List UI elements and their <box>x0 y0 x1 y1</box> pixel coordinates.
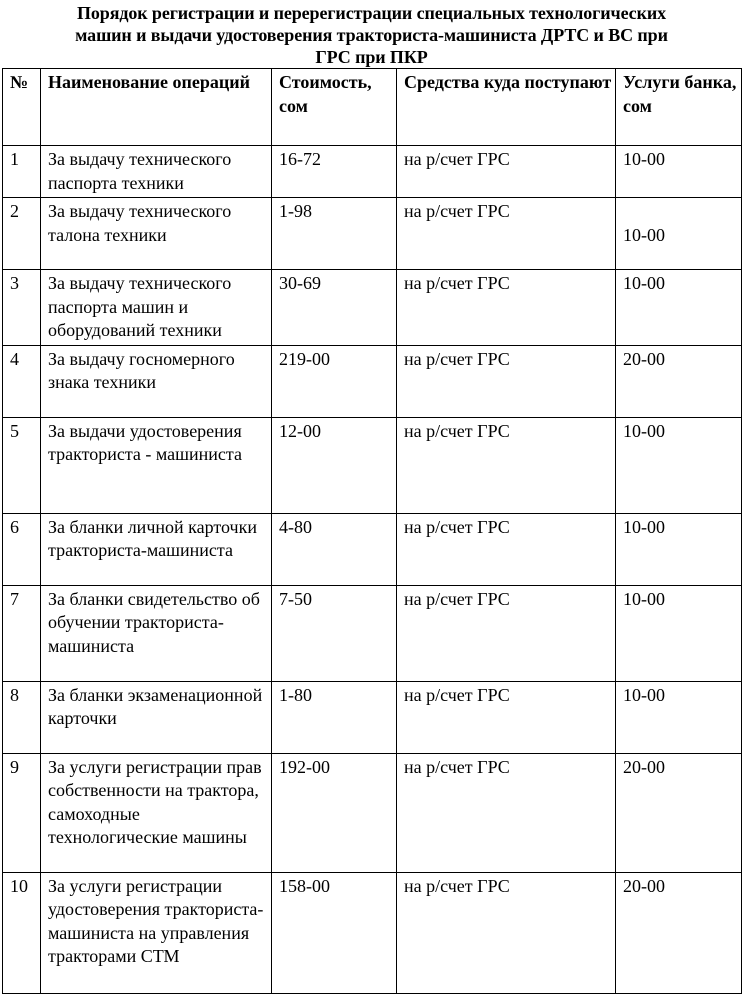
header-bank-fee: Услуги банка, сом <box>616 69 742 146</box>
bank-fee-value: 10-00 <box>616 681 742 753</box>
cost-value: 192-00 <box>272 753 397 872</box>
operation-name: За выдачу технического паспорта техники <box>41 146 272 198</box>
destination-value: на р/счет ГРС <box>397 513 616 585</box>
table-row <box>3 198 742 270</box>
table-header-row <box>3 69 742 146</box>
document-title <box>0 2 743 68</box>
table-row <box>3 345 742 417</box>
table-body <box>3 146 742 994</box>
title-line-3: ГРС при ПКР <box>315 47 428 67</box>
row-number: 10 <box>3 872 41 993</box>
operation-name: За выдачу технического паспорта машин и оборудований техники <box>41 270 272 346</box>
fees-table <box>2 68 742 994</box>
bank-fee-value: 10-00 <box>616 513 742 585</box>
destination-value: на р/счет ГРС <box>397 198 616 270</box>
bank-fee-value: 20-00 <box>616 872 742 993</box>
table-row <box>3 585 742 681</box>
row-number: 1 <box>3 146 41 198</box>
cost-value: 4-80 <box>272 513 397 585</box>
table-row <box>3 753 742 872</box>
table-row <box>3 872 742 993</box>
bank-fee-value: 10-00 <box>616 417 742 513</box>
destination-value: на р/счет ГРС <box>397 872 616 993</box>
destination-value: на р/счет ГРС <box>397 270 616 346</box>
destination-value: на р/счет ГРС <box>397 345 616 417</box>
table-row <box>3 417 742 513</box>
cost-value: 219-00 <box>272 345 397 417</box>
row-number: 9 <box>3 753 41 872</box>
table-row <box>3 270 742 346</box>
row-number: 8 <box>3 681 41 753</box>
bank-fee-value: 10-00 <box>616 198 742 270</box>
operation-name: За услуги регистрации прав собственности на трактора, самоходные технологические машины <box>41 753 272 872</box>
operation-name: За выдачу госномерного знака техники <box>41 345 272 417</box>
bank-fee-value: 20-00 <box>616 345 742 417</box>
row-number: 7 <box>3 585 41 681</box>
header-operation-name: Наименование операций <box>41 69 272 146</box>
header-number: № <box>3 69 41 146</box>
cost-value: 1-98 <box>272 198 397 270</box>
destination-value: на р/счет ГРС <box>397 146 616 198</box>
destination-value: на р/счет ГРС <box>397 417 616 513</box>
cost-value: 30-69 <box>272 270 397 346</box>
operation-name: За бланки свидетельство об обучении тракториста-машиниста <box>41 585 272 681</box>
cost-value: 7-50 <box>272 585 397 681</box>
title-line-1: Порядок регистрации и перерегистрации специальных технологических <box>76 3 667 23</box>
cost-value: 1-80 <box>272 681 397 753</box>
operation-name: За услуги регистрации удостоверения тракториста-машиниста на управления тракторами СТМ <box>41 872 272 993</box>
cost-value: 158-00 <box>272 872 397 993</box>
destination-value: на р/счет ГРС <box>397 681 616 753</box>
table-row <box>3 513 742 585</box>
destination-value: на р/счет ГРС <box>397 585 616 681</box>
header-destination: Средства куда поступают <box>397 69 616 146</box>
row-number: 6 <box>3 513 41 585</box>
row-number: 4 <box>3 345 41 417</box>
cost-value: 16-72 <box>272 146 397 198</box>
cost-value: 12-00 <box>272 417 397 513</box>
bank-fee-value: 20-00 <box>616 753 742 872</box>
bank-fee-value: 10-00 <box>616 146 742 198</box>
operation-name: За бланки экзаменационной карточки <box>41 681 272 753</box>
operation-name: За бланки личной карточки тракториста-машиниста <box>41 513 272 585</box>
row-number: 3 <box>3 270 41 346</box>
bank-fee-value: 10-00 <box>616 270 742 346</box>
operation-name: За выдачу технического талона техники <box>41 198 272 270</box>
bank-fee-value: 10-00 <box>616 585 742 681</box>
table-row <box>3 146 742 198</box>
row-number: 2 <box>3 198 41 270</box>
title-line-2: машин и выдачи удостоверения тракториста-машиниста ДРТС и ВС при <box>75 25 668 45</box>
operation-name: За выдачи удостоверения тракториста - машиниста <box>41 417 272 513</box>
row-number: 5 <box>3 417 41 513</box>
destination-value: на р/счет ГРС <box>397 753 616 872</box>
table-row <box>3 681 742 753</box>
header-cost: Стоимость, сом <box>272 69 397 146</box>
